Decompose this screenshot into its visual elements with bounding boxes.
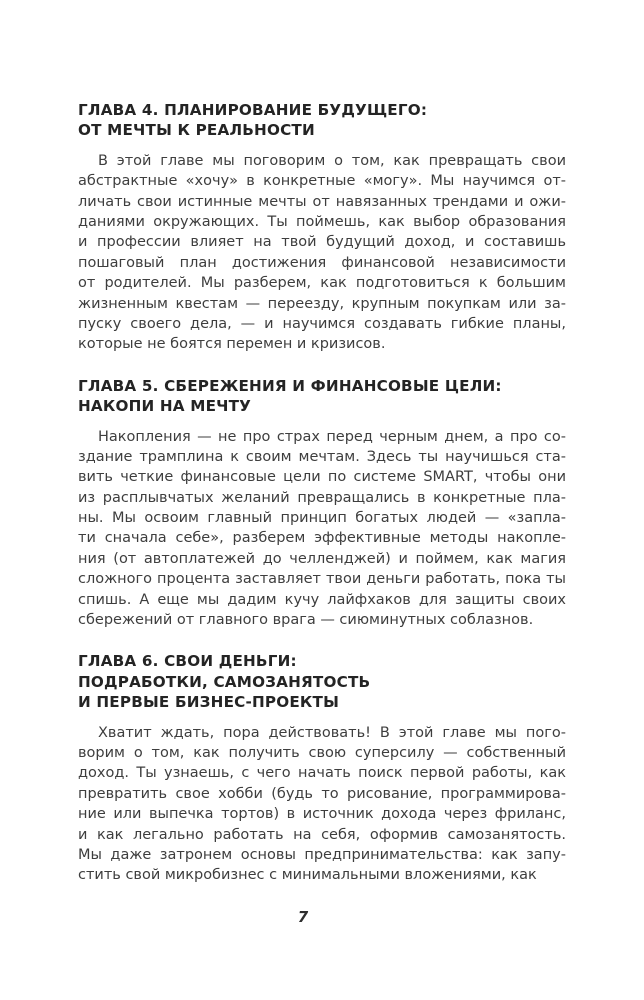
chapter-4-summary-paragraph [78, 151, 566, 355]
text-line: ти сначала себе», разберем эффективные методы накопле- [78, 530, 566, 547]
text-line: которые не боятся перемен и кризисов. [78, 336, 386, 353]
text-line: ны. Мы освоим главный принцип богатых людей — «запла- [78, 510, 566, 527]
chapter-6-summary-paragraph [78, 723, 566, 886]
page-number: 7 [297, 908, 309, 926]
text-line: пошаговый план достижения финансовой независимости [78, 254, 566, 271]
chapter-5-summary-paragraph [78, 427, 566, 631]
text-line: спишь. А еще мы дадим кучу лайфхаков для защиты своих [78, 591, 566, 608]
text-line: ПОДРАБОТКИ, САМОЗАНЯТОСТЬ [78, 672, 371, 691]
chapter-5-title [78, 376, 566, 417]
text-line: И ПЕРВЫЕ БИЗНЕС-ПРОЕКТЫ [78, 693, 340, 712]
text-line: и профессии влияет на твой будущий доход, и составишь [78, 234, 566, 251]
text-line: и как легально работать на себя, оформив самозанятость. [78, 826, 566, 843]
chapter-6-section [78, 651, 566, 885]
text-line: ГЛАВА 5. СБЕРЕЖЕНИЯ И ФИНАНСОВЫЕ ЦЕЛИ: [78, 376, 502, 395]
text-line: здание трамплина к своим мечтам. Здесь ты научишься ста- [78, 448, 566, 465]
text-line: превратить свое хобби (будь то рисование, программирова- [78, 785, 566, 802]
chapter-4-section [78, 100, 566, 355]
text-line: стить свой микробизнес с минимальными вложениями, как [78, 867, 537, 884]
text-line: из расплывчатых желаний превращались в конкретные пла- [78, 489, 566, 506]
text-line: ворим о том, как получить свою суперсилу — собственный [78, 745, 566, 762]
chapter-5-section [78, 376, 566, 631]
text-line: сбережений от главного врага — сиюминутных соблазнов. [78, 612, 534, 629]
text-line: ГЛАВА 4. ПЛАНИРОВАНИЕ БУДУЩЕГО: [78, 101, 428, 119]
chapter-4-title [78, 100, 566, 141]
page-content [78, 100, 566, 907]
text-line: сложного процента заставляет твои деньги работать, пока ты [78, 571, 566, 588]
text-line: жизненным квестам — переезду, крупным покупкам или за- [78, 295, 566, 312]
text-line: В этой главе мы поговорим о том, как превращать свои [98, 152, 566, 169]
chapter-6-title [78, 651, 566, 712]
text-line: ние или выпечка тортов) в источник дохода через фриланс, [78, 806, 566, 823]
text-line: Накопления — не про страх перед черным днем, а про со- [98, 428, 566, 445]
text-line: ния (от автоплатежей до челленджей) и поймем, как магия [78, 550, 566, 567]
text-line: доход. Ты узнаешь, с чего начать поиск первой работы, как [78, 765, 566, 782]
text-line: ОТ МЕЧТЫ К РЕАЛЬНОСТИ [78, 121, 315, 140]
text-line: абстрактные «хочу» в конкретные «могу». Мы научимся от- [78, 173, 566, 190]
text-line: даниями окружающих. Ты поймешь, как выбор образования [78, 213, 566, 230]
text-line: Мы даже затронем основы предпринимательства: как запу- [78, 847, 566, 863]
text-line: ГЛАВА 6. СВОИ ДЕНЬГИ: [78, 652, 297, 671]
text-line: НАКОПИ НА МЕЧТУ [78, 397, 252, 416]
text-line: Хватит ждать, пора действовать! В этой главе мы пого- [98, 724, 566, 741]
text-line: личать свои истинные мечты от навязанных трендами и ожи- [78, 193, 566, 210]
text-line: пуску своего дела, — и научимся создавать гибкие планы, [78, 315, 566, 332]
text-line: вить четкие финансовые цели по системе SMART, чтобы они [78, 469, 566, 486]
text-line: от родителей. Мы разберем, как подготовиться к большим [78, 275, 566, 292]
